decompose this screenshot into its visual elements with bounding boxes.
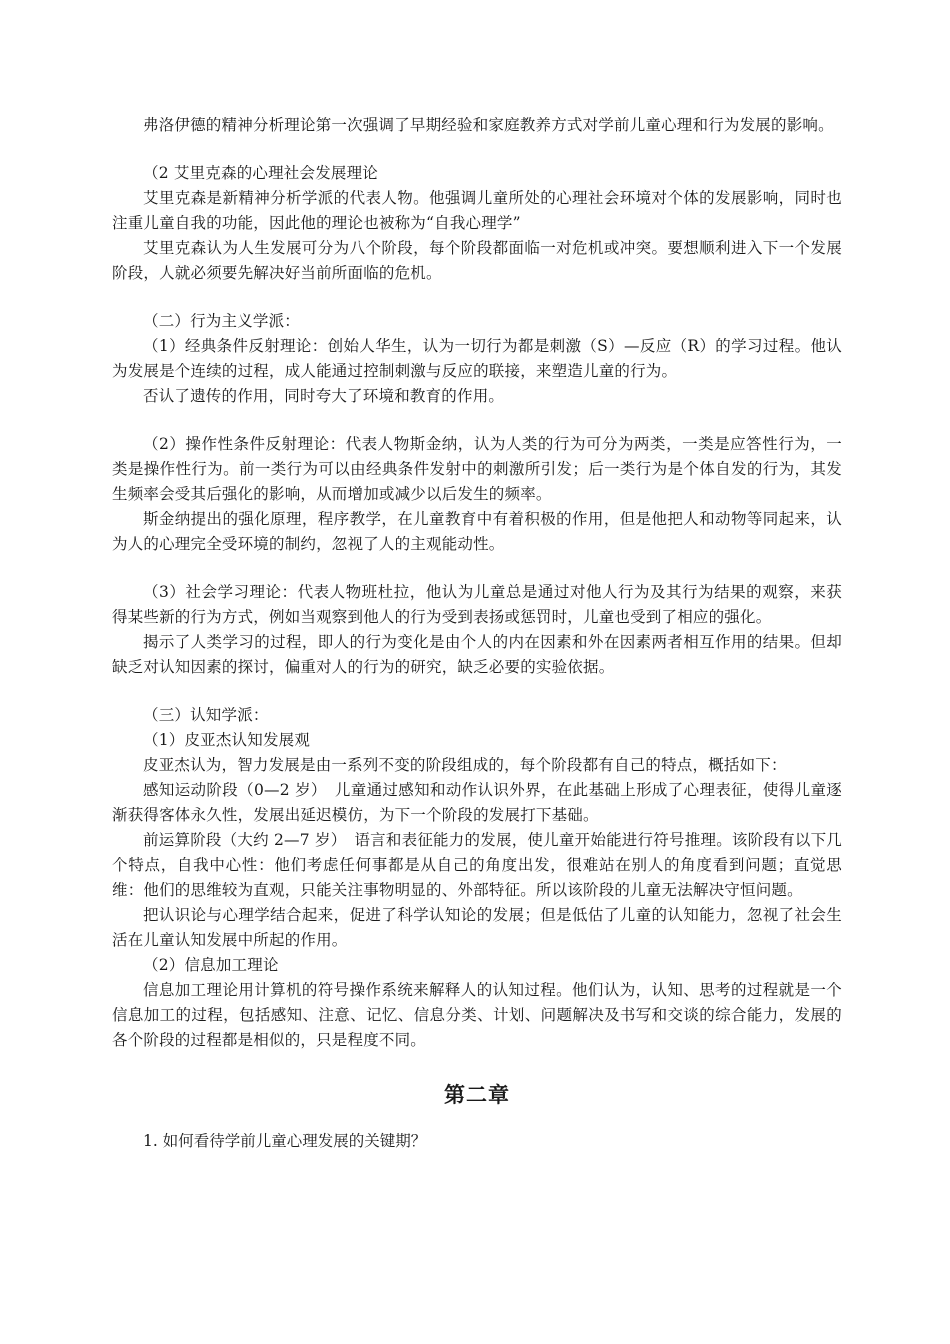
paragraph: （二）行为主义学派： bbox=[143, 312, 301, 330]
paragraph-gap bbox=[112, 680, 842, 703]
paragraph-gap bbox=[112, 409, 842, 432]
paragraph: 前运算阶段（大约 2—7 岁） 语言和表征能力的发展，使儿童开始能进行符号推理。该阶段有以下几个特点，自我中心性：他们考虑任何事都是从自己的角度出发，很难站在别人的角度看到问题；直觉思维：他们的思维较为直观，只能关注事物明显的、外部特征。所以该阶段的儿童无法解决守恒问题。 bbox=[112, 831, 842, 899]
paragraph: 弗洛伊德的精神分析理论第一次强调了早期经验和家庭教养方式对学前儿童心理和行为发展的影响。 bbox=[143, 116, 834, 134]
paragraph: 艾里克森认为人生发展可分为八个阶段，每个阶段都面临一对危机或冲突。要想顺利进入下一个发展阶段，人就必须要先解决好当前所面临的危机。 bbox=[112, 239, 842, 282]
paragraph: （1）皮亚杰认知发展观 bbox=[143, 731, 311, 749]
paragraph: （2 艾里克森的心理社会发展理论 bbox=[143, 164, 378, 182]
paragraph-gap bbox=[112, 138, 842, 161]
paragraph: 斯金纳提出的强化原理，程序教学，在儿童教育中有着积极的作用，但是他把人和动物等同起来，认为人的心理完全受环境的制约，忽视了人的主观能动性。 bbox=[112, 510, 842, 553]
paragraph: （3）社会学习理论：代表人物班杜拉，他认为儿童总是通过对他人行为及其行为结果的观察，来获得某些新的行为方式，例如当观察到他人的行为受到表扬或惩罚时，儿童也受到了相应的强化。 bbox=[112, 583, 842, 626]
paragraph-gap bbox=[112, 557, 842, 580]
paragraph: 皮亚杰认为，智力发展是由一系列不变的阶段组成的，每个阶段都有自己的特点，概括如下： bbox=[143, 756, 787, 774]
question-item: 1. 如何看待学前儿童心理发展的关键期？ bbox=[143, 1132, 427, 1150]
paragraph: 艾里克森是新精神分析学派的代表人物。他强调儿童所处的心理社会环境对个体的发展影响，同时也注重儿童自我的功能，因此他的理论也被称为“自我心理学” bbox=[112, 189, 842, 232]
paragraph: 感知运动阶段（0—2 岁） 儿童通过感知和动作认识外界，在此基础上形成了心理表征，使得儿童逐渐获得客体永久性，发展出延迟模仿，为下一个阶段的发展打下基础。 bbox=[112, 781, 842, 824]
chapter-heading: 第二章 bbox=[444, 1082, 510, 1107]
document-page bbox=[112, 113, 842, 1154]
paragraph: 把认识论与心理学结合起来，促进了科学认知论的发展；但是低估了儿童的认知能力，忽视了社会生活在儿童认知发展中所起的作用。 bbox=[112, 906, 842, 949]
paragraph-gap bbox=[112, 286, 842, 309]
paragraph: 否认了遗传的作用，同时夸大了环境和教育的作用。 bbox=[143, 387, 505, 405]
paragraph: 揭示了人类学习的过程，即人的行为变化是由个人的内在因素和外在因素两者相互作用的结果。但却缺乏对认知因素的探讨，偏重对人的行为的研究，缺乏必要的实验依据。 bbox=[112, 633, 842, 676]
paragraph: （三）认知学派： bbox=[143, 706, 269, 724]
paragraph: （1）经典条件反射理论：创始人华生，认为一切行为都是刺激（S）—反应（R）的学习过程。他认为发展是个连续的过程，成人能通过控制刺激与反应的联接，来塑造儿童的行为。 bbox=[112, 337, 842, 380]
paragraph: （2）操作性条件反射理论：代表人物斯金纳，认为人类的行为可分为两类，一类是应答性行为，一类是操作性行为。前一类行为可以由经典条件发射中的刺激所引发；后一类行为是个体自发的行为，其发生频率会受其后强化的影响，从而增加或减少以后发生的频率。 bbox=[112, 435, 842, 503]
paragraph: （2）信息加工理论 bbox=[143, 956, 279, 974]
paragraph: 信息加工理论用计算机的符号操作系统来解释人的认知过程。他们认为，认知、思考的过程就是一个信息加工的过程，包括感知、注意、记忆、信息分类、计划、问题解决及书写和交谈的综合能力，发展的各个阶段的过程都是相似的，只是程度不同。 bbox=[112, 981, 842, 1049]
